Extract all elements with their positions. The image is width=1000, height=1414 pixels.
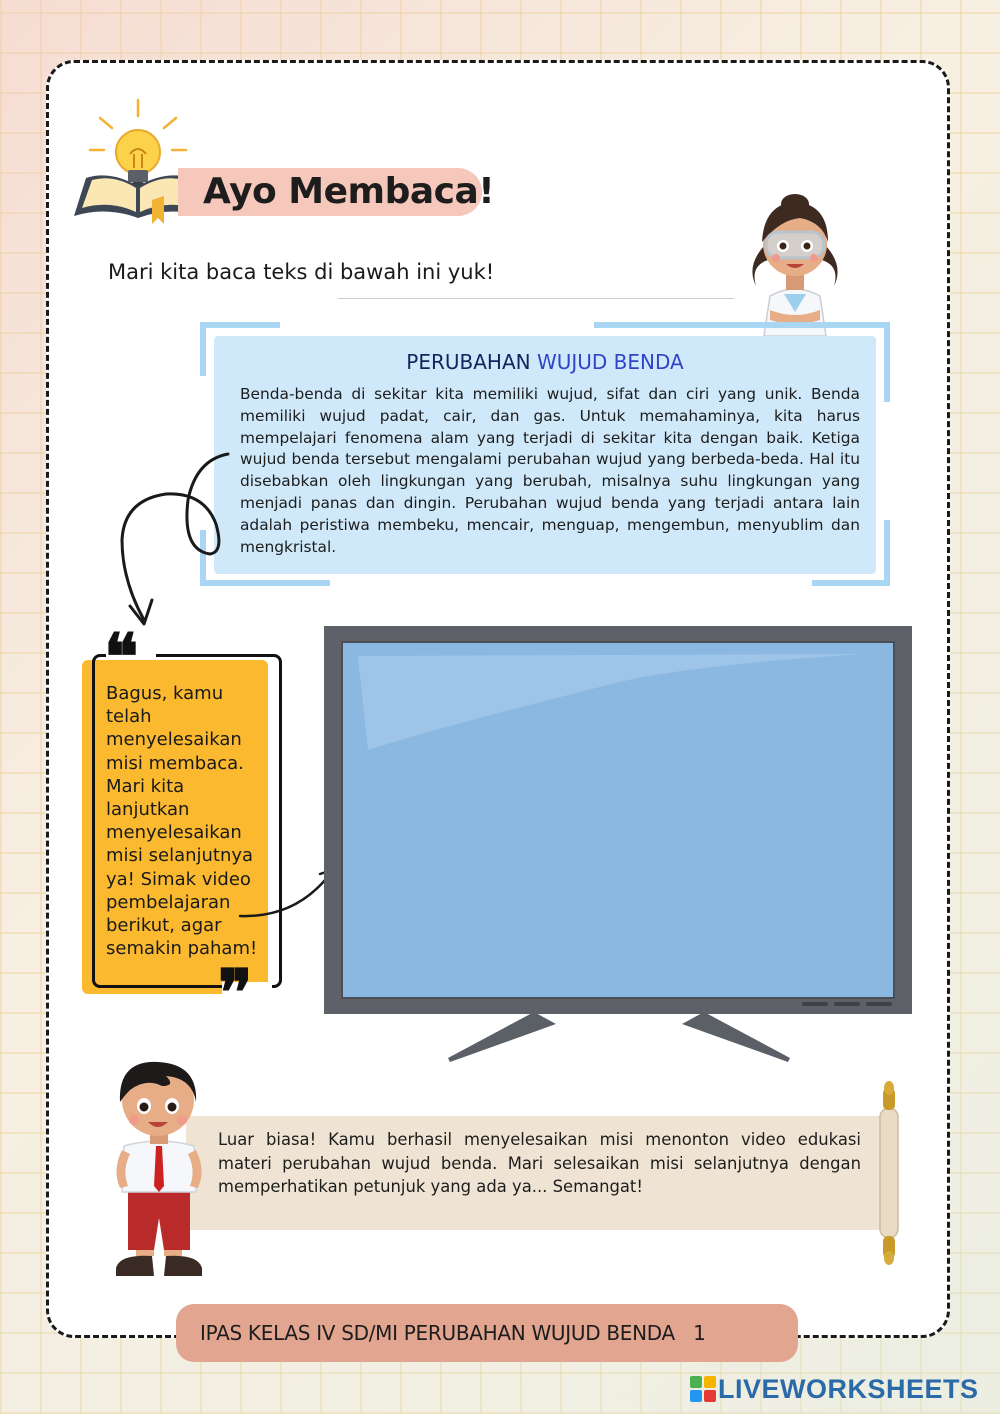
schoolboy-illustration [106, 1050, 212, 1282]
close-quote-icon: ❞ [218, 956, 253, 1031]
liveworksheets-badge-icon [690, 1376, 716, 1402]
scientist-girl-illustration [740, 186, 850, 336]
scroll-text: Luar biasa! Kamu berhasil menyelesaikan misi menonton video edukasi materi perubahan wujud benda. Mari selesaikan misi selanjutnya dengan memperhatikan petunjuk yang ada ya... Semangat! [218, 1130, 861, 1197]
divider [338, 298, 734, 299]
intro-text: Mari kita baca teks di bawah ini yuk! [108, 260, 495, 284]
frame-decor [812, 580, 890, 586]
page-title: Ayo Membaca! [203, 171, 495, 212]
reading-body: Benda-benda di sekitar kita memiliki wujud, sifat dan ciri yang unik. Benda memiliki wujud padat, cair, dan gas. Untuk memahaminya, kita harus mempelajari fenomena alam yang terjadi di sekitar kita dengan baik. Ketiga wujud benda tersebut mengalami perubahan wujud yang berbeda-beda. Hal itu disebabkan oleh lingkungan yang berubah, misalnya suhu lingkungan yang menjadi panas dan dingin. Perubahan wujud benda yang terjadi antara lain adalah peristiwa membeku, mencair, menguap, mengembun, menyublim dan mengkristal. [240, 385, 860, 556]
liveworksheets-text: LIVEWORKSHEETS [718, 1373, 979, 1404]
curly-arrow-icon [100, 440, 240, 640]
open-quote-icon: ❝ [104, 620, 139, 695]
liveworksheets-logo[interactable] [690, 1372, 979, 1406]
footer-text: IPAS KELAS IV SD/MI PERUBAHAN WUJUD BENDA 1 [200, 1321, 706, 1345]
television-video-player[interactable] [324, 626, 914, 1066]
frame-decor [884, 520, 890, 586]
scroll-roll-icon [876, 1080, 904, 1266]
reading-title: PERUBAHAN WUJUD BENDA [406, 350, 684, 374]
frame-decor [884, 322, 890, 402]
callout-text: Bagus, kamu telah menyelesaikan misi membaca. Mari kita lanjutkan menyelesaikan misi selanjutnya ya! Simak video pembelajaran berikut, agar semakin paham! [106, 683, 258, 960]
frame-decor [200, 322, 206, 376]
frame-decor [200, 322, 280, 328]
frame-decor [594, 322, 890, 328]
